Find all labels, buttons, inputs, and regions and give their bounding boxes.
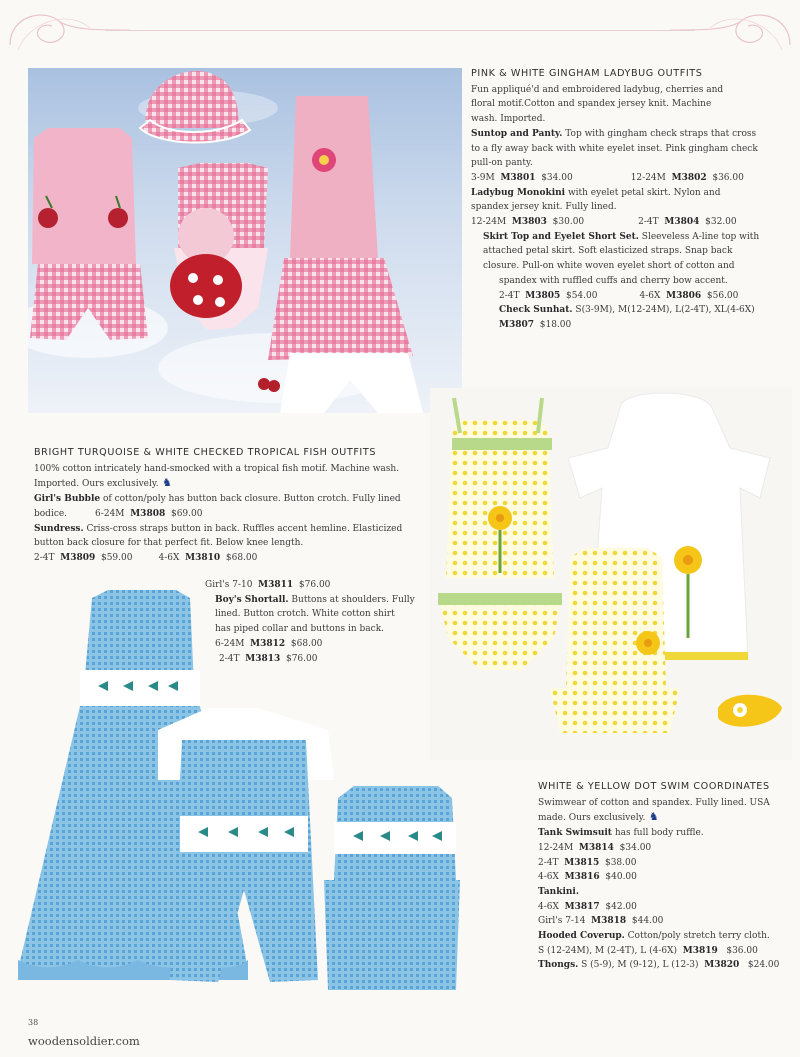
top-rule (105, 30, 695, 31)
bubble-prices: bodice. 6-24M M3808 $69.00 (34, 508, 203, 519)
bubble-name: Girl's Bubble (34, 494, 101, 505)
sundress-girls-price: Girl's 7-10 M3811 $76.00 (205, 580, 331, 590)
shortall-price-1: 6-24M M3812 $68.00 (215, 638, 323, 649)
coverup-prices: S (12-24M), M (2-4T), L (4-6X) M3819 $36.00 (538, 945, 758, 956)
exclusive-soldier-icon: ♞ (645, 810, 659, 824)
coverup-name: Hooded Coverup. (538, 931, 625, 942)
sunhat-name: Check Sunhat. (499, 305, 573, 316)
skirt-set-name: Skirt Top and Eyelet Short Set. (483, 231, 639, 242)
page-number: 38 (28, 1018, 39, 1027)
shortall-name: Boy's Shortall. (215, 594, 289, 605)
shortall-copy: Girl's 7-10 M3811 $76.00 Boy's Shortall. Buttons at shoulders. Fully lined. Button crotch. White cotton shirt has piped collar and buttons in back. 6-24M M3812 $68.00 2-4T M3813 $76.00 (205, 578, 415, 666)
yellow-heading: WHITE & YELLOW DOT SWIM COORDINATES (538, 781, 770, 792)
tank-swimsuit-name: Tank Swimsuit (538, 828, 612, 839)
monokini-prices: 12-24M M3803 $30.00 2-4T M3804 $32.00 (471, 217, 737, 228)
yellow-swim-photo (430, 388, 792, 760)
yellow-swim-copy: WHITE & YELLOW DOT SWIM COORDINATES Swimwear of cotton and spandex. Fully lined. USA made. Ours exclusively. ♞ Tank Swimsuit has full body ruffle. 12-24M M3814 $34.00 2-4T M3815 $38.00 4-6X M3816 $40.00 Tankini. 4-6X M3817 $42.00 Girl's 7-14 M3818 $44.00 Hooded Coverup. Cotton/poly stretch terry cloth. S (12-24M), M (2-4T), L (4-6X) M3819 $36.00 Thongs. S (5-9), M (9-12), L (12-3) M3820 $24.00 (538, 780, 779, 973)
exclusive-soldier-icon: ♞ (158, 476, 172, 490)
tankini-price-1: 4-6X M3817 $42.00 (538, 901, 637, 912)
turquoise-outfits-photo (8, 590, 460, 1020)
pink-outfits-copy: PINK & WHITE GINGHAM LADYBUG OUTFITS Fun appliqué'd and embroidered ladybug, cherries and floral motif.Cotton and spandex jersey knit. Machine wash. Imported. Suntop and Panty. Top with gingham check straps that cross to a fly away back with white eyelet inset. Pink gingham check pull-on panty. 3-9M M3801 $34.00 12-24M M3802 $36.00 Ladybug Monokini with eyelet petal skirt. Nylon and spandex jersey knit. Fully lined. 12-24M M3803 $30.00 2-4T M3804 $32.00 Skirt Top and Eyelet Short Set. Sleeveless A-line top with attached petal skirt. Soft elasticized straps. Snap back closure. Pull-on white woven eyelet short of cotton and spandex with ruffled cuffs and cherry bow accent. 2-4T M3805 $54.00 4-6X M3806 $56.00 Check Sunhat. S(3-9M), M(12-24M), L(2-4T), XL(4-6X) M3807 $18.00 (471, 67, 759, 333)
turquoise-heading: BRIGHT TURQUOISE & WHITE CHECKED TROPICAL FISH OUTFITS (34, 447, 377, 458)
sunhat-prices: M3807 $18.00 (499, 319, 572, 330)
tank-price-3: 4-6X M3816 $40.00 (538, 872, 637, 883)
pink-desc: Fun appliqué'd and embroidered ladybug, cherries and (471, 84, 724, 95)
tank-price-2: 2-4T M3815 $38.00 (538, 857, 637, 868)
skirt-set-prices: 2-4T M3805 $54.00 4-6X M3806 $56.00 (499, 290, 739, 301)
suntop-name: Suntop and Panty. (471, 128, 563, 139)
sundress-prices: 2-4T M3809 $59.00 4-6X M3810 $68.00 (34, 552, 258, 563)
suntop-prices: 3-9M M3801 $34.00 12-24M M3802 $36.00 (471, 172, 744, 183)
pink-outfits-photo (28, 68, 483, 413)
turquoise-outfits-copy: BRIGHT TURQUOISE & WHITE CHECKED TROPICAL FISH OUTFITS 100% cotton intricately hand-smocked with a tropical fish motif. Machine wash. Imported. Ours exclusively. ♞ Girl's Bubble of cotton/poly has button back closure. Button crotch. Fully lined bodice. 6-24M M3808 $69.00 Sundress. Criss-cross straps button in back. Ruffles accent hemline. Elasticized button back closure for that perfect fit. Below knee length. 2-4T M3809 $59.00 4-6X M3810 $68.00 (34, 446, 402, 566)
tank-price-1: 12-24M M3814 $34.00 (538, 842, 652, 853)
sundress-name: Sundress. (34, 523, 84, 534)
shortall-price-2: 2-4T M3813 $76.00 (219, 653, 318, 664)
tankini-price-2: Girl's 7-14 M3818 $44.00 (538, 916, 664, 927)
pink-outfits-heading: PINK & WHITE GINGHAM LADYBUG OUTFITS (471, 68, 703, 79)
thongs-prices: Thongs. S (5-9), M (9-12), L (12-3) M3820 $24.00 (538, 960, 780, 971)
monokini-name: Ladybug Monokini (471, 187, 566, 198)
site-url[interactable]: woodensoldier.com (28, 1034, 140, 1048)
tankini-name: Tankini. (538, 886, 579, 897)
